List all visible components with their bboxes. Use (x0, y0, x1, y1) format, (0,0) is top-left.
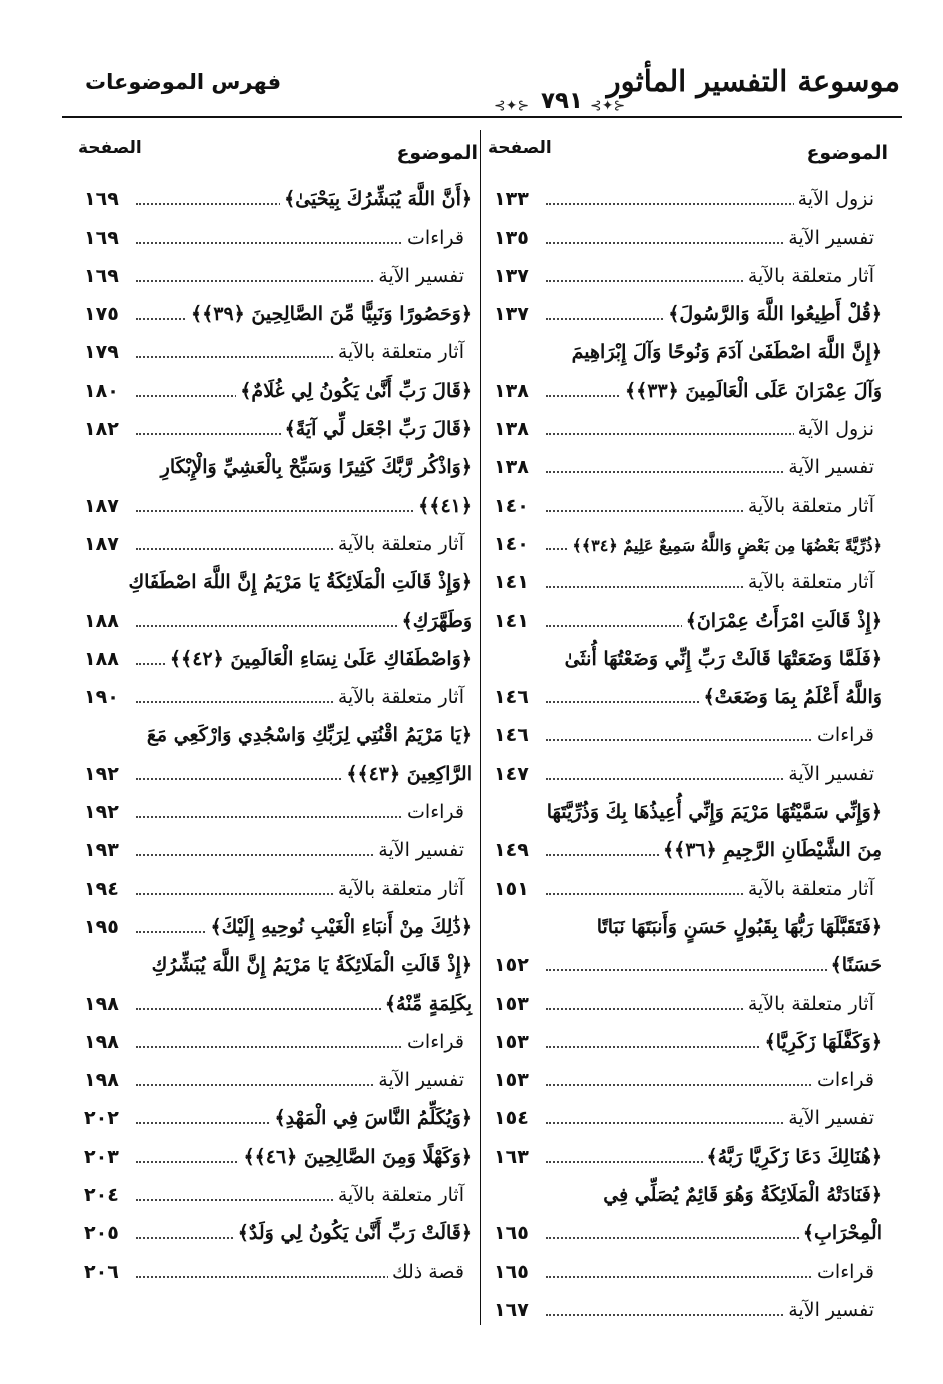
index-entry (488, 1174, 888, 1212)
topic-entry: آثار متعلقة بالآية (744, 571, 874, 593)
entry-page: ١٧٩ (84, 341, 125, 363)
index-entry (78, 791, 478, 829)
topic-heading: الموضوع (396, 142, 478, 164)
verse-entry: ﴿قَالَ رَبِّ أَنَّىٰ يَكُونُ لِي غُلَامٌ﴾ (236, 380, 472, 402)
index-entry (488, 829, 888, 867)
verse-entry: ﴿فَلَمَّا وَضَعَتْهَا قَالَتْ رَبِّ إِنِّي وَضَعْتُهَا أُنثَىٰ (561, 648, 882, 670)
entry-page: ٢٠٢ (84, 1107, 125, 1129)
topic-entry: آثار متعلقة بالآية (334, 533, 464, 555)
index-entry (78, 408, 478, 446)
entry-page: ١٥٣ (494, 993, 535, 1015)
index-entry (488, 752, 888, 790)
entry-page: ١٦٥ (494, 1261, 535, 1283)
verse-entry: حَسَنًا﴾ (827, 954, 882, 976)
index-entry (488, 714, 888, 752)
index-entry (78, 906, 478, 944)
index-entry (78, 446, 478, 484)
entry-page: ١٣٨ (494, 418, 535, 440)
topic-entry: تفسير الآية (374, 839, 464, 861)
verse-entry: مِنَ الشَّيْطَانِ الرَّجِيمِ ﴿٣٦﴾﴾ (659, 839, 882, 861)
entry-page: ١٩٨ (84, 993, 125, 1015)
topic-entry: آثار متعلقة بالآية (334, 341, 464, 363)
entry-page: ١٤٩ (494, 839, 535, 861)
entry-page: ١٣٣ (494, 188, 535, 210)
verse-entry: ﴿وَاصْطَفَاكِ عَلَىٰ نِسَاءِ الْعَالَمِينَ ﴿٤٢﴾﴾ (166, 648, 472, 670)
entry-page: ١٣٧ (494, 303, 535, 325)
topic-entry: قراءات (403, 801, 464, 823)
topic-entry: تفسير الآية (374, 265, 464, 287)
index-entry (488, 446, 888, 484)
index-entry (488, 676, 888, 714)
entry-page: ١٣٥ (494, 227, 535, 249)
entry-page: ١٩٠ (84, 686, 125, 708)
entry-page: ١٩٥ (84, 916, 125, 938)
index-entry (78, 829, 478, 867)
index-entry (488, 523, 888, 561)
entry-page: ١٣٨ (494, 380, 535, 402)
entry-page: ١٨٨ (84, 610, 125, 632)
topic-entry: قراءات (813, 1261, 874, 1283)
index-entry (78, 1250, 478, 1288)
index-entry (488, 1250, 888, 1288)
index-entry (78, 1097, 478, 1135)
topic-entry: تفسير الآية (784, 763, 874, 785)
entry-page: ١٤٧ (494, 763, 535, 785)
verse-entry: وَاللَّهُ أَعْلَمُ بِمَا وَضَعَتْ﴾ (700, 686, 882, 708)
verse-entry: ﴿وَإِنِّي سَمَّيْتُهَا مَرْيَمَ وَإِنِّي أُعِيذُهَا بِكَ وَذُرِّيَّتَهَا (543, 801, 882, 823)
entry-page: ١٨٧ (84, 495, 125, 517)
verse-entry: ﴿قَالَ رَبِّ اجْعَل لِّي آيَةً﴾ (281, 418, 472, 440)
topic-entry: تفسير الآية (374, 1069, 464, 1091)
topic-entry: نزول الآية (794, 418, 874, 440)
index-entry (488, 216, 888, 254)
verse-entry: بِكَلِمَةٍ مِّنْهُ﴾ (381, 993, 472, 1015)
index-entry (488, 867, 888, 905)
verse-entry: ﴿وَيُكَلِّمُ النَّاسَ فِي الْمَهْدِ﴾ (271, 1107, 473, 1129)
topic-entry: آثار متعلقة بالآية (744, 495, 874, 517)
section-title: فهرس الموضوعات (85, 70, 282, 94)
verse-entry: ﴿وَكَهْلًا وَمِنَ الصَّالِحِينَ ﴿٤٦﴾﴾ (239, 1146, 472, 1168)
index-entry (488, 1289, 888, 1327)
entry-page: ٢٠٤ (84, 1184, 125, 1206)
index-entry (78, 561, 478, 599)
topic-entry: آثار متعلقة بالآية (744, 265, 874, 287)
verse-entry: ﴿إِذْ قَالَتِ الْمَلَائِكَةُ يَا مَرْيَمُ إِنَّ اللَّهَ يُبَشِّرُكِ (148, 954, 472, 976)
topic-entry: تفسير الآية (784, 1299, 874, 1321)
index-entry (488, 293, 888, 331)
verse-entry: ﴿فَنَادَتْهُ الْمَلَائِكَةُ وَهُوَ قَائِمٌ يُصَلِّي فِي (599, 1184, 882, 1206)
column-header (78, 138, 478, 178)
entry-page: ١٦٩ (84, 265, 125, 287)
page-heading: الصفحة (78, 138, 142, 158)
verse-entry: ﴿فَتَقَبَّلَهَا رَبُّهَا بِقَبُولٍ حَسَنٍ وَأَنبَتَهَا نَبَاتًا (593, 916, 882, 938)
entry-page: ١٣٧ (494, 265, 535, 287)
topic-entry: آثار متعلقة بالآية (744, 993, 874, 1015)
entry-page: ١٩٨ (84, 1069, 125, 1091)
leader-dots (546, 969, 870, 971)
index-entry (78, 293, 478, 331)
page-heading: الصفحة (488, 138, 552, 158)
entry-page: ١٥٢ (494, 954, 535, 976)
topic-entry: آثار متعلقة بالآية (334, 878, 464, 900)
topic-entry: نزول الآية (794, 188, 874, 210)
index-entry (78, 484, 478, 522)
index-entry (488, 1212, 888, 1250)
index-entry (78, 178, 478, 216)
verse-entry: ﴿إِنَّ اللَّهَ اصْطَفَىٰ آدَمَ وَنُوحًا وَآلَ إِبْرَاهِيمَ (568, 341, 882, 363)
header-rule (62, 116, 902, 118)
index-entry (488, 484, 888, 522)
entry-page: ١٥٣ (494, 1031, 535, 1053)
entry-page: ١٦٧ (494, 1299, 535, 1321)
index-entry (78, 523, 478, 561)
column-divider (480, 130, 481, 1325)
verse-entry: ﴿يَا مَرْيَمُ اقْنُتِي لِرَبِّكِ وَاسْجُدِي وَارْكَعِي مَعَ (143, 724, 472, 746)
entry-page: ٢٠٥ (84, 1222, 125, 1244)
index-entry (78, 944, 478, 982)
entry-page: ١٩٣ (84, 839, 125, 861)
index-entry (488, 1059, 888, 1097)
entry-page: ١٩٢ (84, 801, 125, 823)
entry-page: ١٦٩ (84, 227, 125, 249)
entry-page: ١٤٦ (494, 686, 535, 708)
verse-entry: ﴿أَنَّ اللَّهَ يُبَشِّرُكَ بِيَحْيَىٰ﴾ (280, 188, 472, 210)
index-entry (488, 1097, 888, 1135)
entry-page: ١٩٤ (84, 878, 125, 900)
verse-entry: ﴿ذُرِّيَّةً بَعْضُهَا مِن بَعْضٍ وَاللَّهُ سَمِيعٌ عَلِيمٌ ﴿٣٤﴾﴾ (568, 536, 882, 555)
entry-page: ١٨٨ (84, 648, 125, 670)
entry-page: ١٤١ (494, 610, 535, 632)
entry-page: ١٥٤ (494, 1107, 535, 1129)
index-entry (78, 369, 478, 407)
index-entry (78, 752, 478, 790)
verse-entry: ﴿وَكَفَّلَهَا زَكَرِيَّا﴾ (761, 1031, 882, 1053)
index-entry (488, 1135, 888, 1173)
topic-entry: تفسير الآية (784, 227, 874, 249)
index-entry (78, 676, 478, 714)
book-title: موسوعة التفسير المأثور (606, 64, 900, 98)
ornament-icon: ⊰✦⊱ (494, 98, 530, 114)
index-entry (488, 255, 888, 293)
entry-page: ١٩٨ (84, 1031, 125, 1053)
entry-page: ١٦٩ (84, 188, 125, 210)
index-entry (488, 1021, 888, 1059)
page-header (60, 64, 900, 112)
verse-entry: ﴿إِذْ قَالَتِ امْرَأَتُ عِمْرَانَ﴾ (682, 610, 882, 632)
index-entry (488, 178, 888, 216)
topic-entry: قصة ذلك (388, 1261, 464, 1283)
verse-entry: ﴿وَإِذْ قَالَتِ الْمَلَائِكَةُ يَا مَرْيَمُ إِنَّ اللَّهَ اصْطَفَاكِ (124, 571, 472, 593)
entry-page: ٢٠٣ (84, 1146, 125, 1168)
leader-dots (136, 510, 460, 512)
index-entry (488, 599, 888, 637)
topic-entry: تفسير الآية (784, 456, 874, 478)
verse-entry: وَطَهَّرَكِ﴾ (398, 610, 472, 632)
topic-entry: آثار متعلقة بالآية (744, 878, 874, 900)
verse-entry: ﴿ذَٰلِكَ مِنْ أَنبَاءِ الْغَيْبِ نُوحِيهِ إِلَيْكَ﴾ (207, 916, 472, 938)
index-entry (78, 216, 478, 254)
entry-page: ١٦٣ (494, 1146, 535, 1168)
topic-entry: آثار متعلقة بالآية (334, 686, 464, 708)
index-entry (488, 331, 888, 369)
index-entry (78, 331, 478, 369)
right-column (488, 138, 888, 1327)
entry-page: ١٧٥ (84, 303, 125, 325)
topic-entry: قراءات (813, 724, 874, 746)
index-entry (488, 561, 888, 599)
verse-entry: ﴿قُلْ أَطِيعُوا اللَّهَ وَالرَّسُولَ﴾ (664, 303, 882, 325)
index-entry (488, 944, 888, 982)
topic-entry: قراءات (403, 227, 464, 249)
entry-page: ٢٠٦ (84, 1261, 125, 1283)
index-entry (488, 791, 888, 829)
verse-entry: وَآلَ عِمْرَانَ عَلَى الْعَالَمِينَ ﴿٣٣﴾﴾ (621, 380, 882, 402)
index-entry (78, 255, 478, 293)
entry-page: ١٥٣ (494, 1069, 535, 1091)
topic-entry: آثار متعلقة بالآية (334, 1184, 464, 1206)
entry-page: ١٩٢ (84, 763, 125, 785)
topic-entry: قراءات (813, 1069, 874, 1091)
column-header (488, 138, 888, 178)
index-entry (78, 1059, 478, 1097)
topic-heading: الموضوع (806, 142, 888, 164)
index-entry (78, 1021, 478, 1059)
ornament-icon: ⊰✦⊱ (590, 98, 626, 114)
entry-page: ١٨٧ (84, 533, 125, 555)
topic-entry: تفسير الآية (784, 1107, 874, 1129)
index-entry (78, 714, 478, 752)
left-column (78, 138, 478, 1289)
index-entry (78, 867, 478, 905)
index-entry (488, 982, 888, 1020)
index-entry (78, 599, 478, 637)
index-entry (488, 906, 888, 944)
index-list (488, 178, 888, 1327)
index-entry (78, 1174, 478, 1212)
verse-entry: ﴿وَحَصُورًا وَنَبِيًّا مِّنَ الصَّالِحِينَ ﴿٣٩﴾﴾ (187, 303, 472, 325)
topic-entry: قراءات (403, 1031, 464, 1053)
verse-entry: ﴿قَالَتْ رَبِّ أَنَّىٰ يَكُونُ لِي وَلَدٌ﴾ (234, 1222, 472, 1244)
index-entry (78, 1135, 478, 1173)
verse-entry: ﴿هُنَالِكَ دَعَا زَكَرِيَّا رَبَّهُ﴾ (703, 1146, 882, 1168)
verse-entry: الرَّاكِعِينَ ﴿٤٣﴾﴾ (342, 763, 472, 785)
page-number: ٧٩١ (540, 88, 584, 114)
index-entry (488, 638, 888, 676)
entry-page: ١٥١ (494, 878, 535, 900)
entry-page: ١٤٦ (494, 724, 535, 746)
index-list (78, 178, 478, 1289)
index-entry (488, 408, 888, 446)
index-entry (78, 1212, 478, 1250)
entry-page: ١٤٠ (494, 495, 535, 517)
entry-page: ١٤١ (494, 571, 535, 593)
entry-page: ١٨٠ (84, 380, 125, 402)
entry-page: ١٨٢ (84, 418, 125, 440)
index-entry (78, 982, 478, 1020)
index-entry (78, 638, 478, 676)
entry-page: ١٣٨ (494, 456, 535, 478)
index-entry (488, 369, 888, 407)
verse-entry: ﴿٤١﴾﴾ (414, 495, 472, 517)
verse-entry: ﴿وَاذْكُر رَّبَّكَ كَثِيرًا وَسَبِّحْ بِالْعَشِيِّ وَالْإِبْكَارِ (157, 456, 472, 478)
entry-page: ١٤٠ (494, 533, 535, 555)
entry-page: ١٦٥ (494, 1222, 535, 1244)
verse-entry: الْمِحْرَابِ﴾ (799, 1222, 882, 1244)
